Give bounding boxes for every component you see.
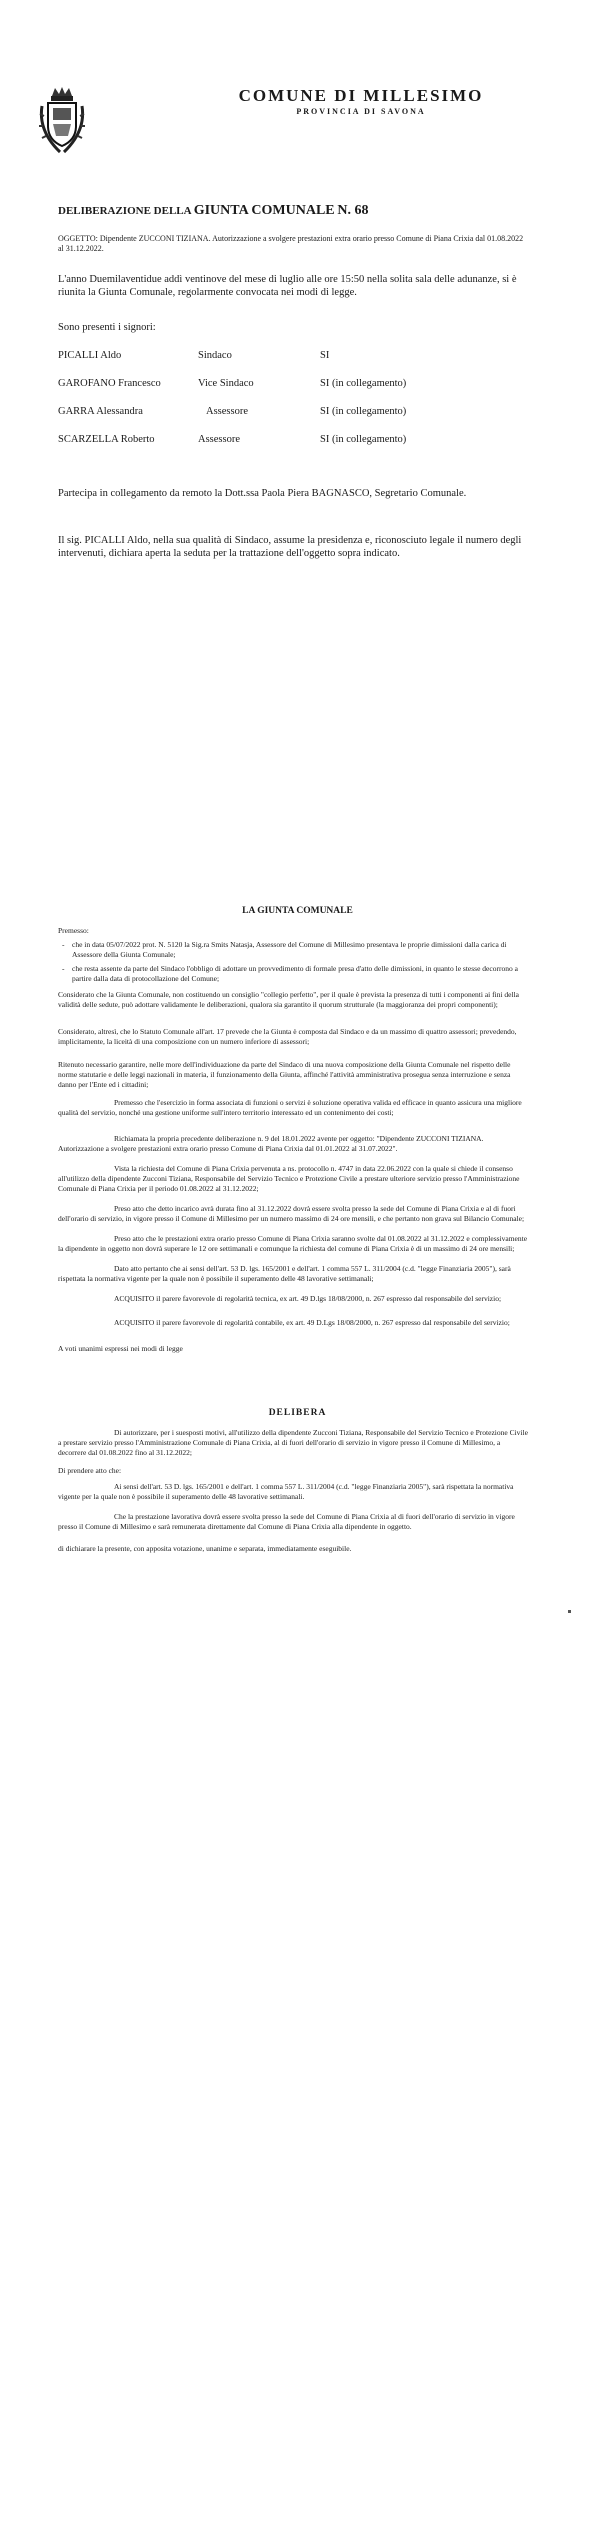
section-heading-giunta: LA GIUNTA COMUNALE <box>242 906 353 916</box>
municipal-coat-of-arms-icon <box>38 86 86 156</box>
attendee-name: SCARZELLA Roberto <box>58 434 155 445</box>
deliberation-number: N. 68 <box>337 203 369 218</box>
attendee-name: GARRA Alessandra <box>58 406 143 417</box>
parere-contabile-paragraph: ACQUISITO il parere favorevole di regolarità contabile, ex art. 49 D.Lgs 18/08/2000, n. 267 espresso dal responsabile del servizio; <box>114 1318 510 1327</box>
scan-mark <box>568 1610 571 1613</box>
secretary-paragraph: Partecipa in collegamento da remoto la Dott.ssa Paola Piera BAGNASCO, Segretario Comunale. <box>58 488 467 499</box>
richiamata-paragraph: Richiamata la propria precedente deliberazione n. 9 del 18.01.2022 avente per oggetto: "Dipendente ZUCCONI TIZIANA. Autorizzazione a svolgere prestazioni extra orario presso Comune di Piana Crixia dal 01.01.2022 al 31.07.2022". <box>58 1134 484 1153</box>
attendee-status: SI (in collegamento) <box>320 406 407 417</box>
premesso-associata-paragraph: Premesso che l'esercizio in forma associata di funzioni o servizi è soluzione operativa valida ed efficace in quanto assicura una migliore qualità del servizio, nonché una gestione uniforme sull'intero territorio interessato ed un contenimento dei costi; <box>58 1098 522 1117</box>
attendee-status: SI <box>320 350 330 361</box>
premesso-bullet: - che in data 05/07/2022 prot. N. 5120 la Sig.ra Smits Natasja, Assessore del Comune di Millesimo presentava le proprie dimissioni dalla carica di Assessore della Giunta Comunale; <box>72 940 528 960</box>
delibera-autorizza-paragraph: Di autorizzare, per i suesposti motivi, all'utilizzo della dipendente Zucconi Tiziana, Responsabile del Servizio Tecnico e Protezione Civile a prestare servizio presso l'Amministrazione Comunale di Piana Crixia, al di fuori dell'orario di servizio in vigore presso il Comune di Millesimo, a decorrere dal 01.08.2022 fino al 31.12.2022; <box>58 1428 528 1457</box>
considerato-paragraph: Considerato che la Giunta Comunale, non costituendo un consiglio "collegio perfetto", per il quale è prevista la presenza di tutti i componenti ai fini della validità delle sedute, può adottare validamente le deliberazioni, qualora sia garantito il quorum strutturale (la maggioranza dei propri componenti); <box>58 990 519 1009</box>
attendees-heading: Sono presenti i signori: <box>58 322 156 333</box>
parere-tecnico-paragraph: ACQUISITO il parere favorevole di regolarità tecnica, ex art. 49 D.lgs 18/08/2000, n. 267 espresso dal responsabile del servizio; <box>114 1294 502 1303</box>
premesso-label: Premesso: <box>58 926 89 935</box>
attendee-name: GAROFANO Francesco <box>58 378 161 389</box>
title-prefix: DELIBERAZIONE DELLA <box>58 205 191 217</box>
attendee-role: Vice Sindaco <box>198 378 254 389</box>
delibera-sede-paragraph: Che la prestazione lavorativa dovrà essere svolta presso la sede del Comune di Piana Crixia al di fuori dell'orario di servizio in vigore presso il Comune di Millesimo e sarà remunerata direttamente dal Comune di Piana Crixia alla dipendente in oggetto. <box>58 1512 515 1531</box>
delibera-normativa-paragraph: Ai sensi dell'art. 53 D. lgs. 165/2001 e dell'art. 1 comma 557 L. 311/2004 (c.d. "legge Finanziaria 2005"), sarà rispettata la normativa vigente per la quale non è possibile il superamento delle 48 lavorative settimanali. <box>58 1482 514 1501</box>
vista-paragraph: Vista la richiesta del Comune di Piana Crixia pervenuta a ns. protocollo n. 4747 in data 22.06.2022 con la quale si chiede il consenso all'utilizzo della dipendente Zucconi Tiziana, Responsabile del Servizio Tecnico e Protezione Civile a prestare ulteriore servizio presso l'Amministrazione Comunale di Piana Crixia per il periodo 01.08.2022 al 31.12.2022; <box>58 1164 520 1193</box>
dato-atto-paragraph: Dato atto pertanto che ai sensi dell'art. 53 D. lgs. 165/2001 e dell'art. 1 comma 557 L. 311/2004 (c.d. "legge Finanziaria 2005"), sarà rispettata la normativa vigente per la quale non è possibile il superamento delle 48 lavorative settimanali; <box>58 1264 511 1283</box>
section-heading-delibera: DELIBERA <box>268 1408 327 1418</box>
meeting-intro: L'anno Duemilaventidue addì ventinove del mese di luglio alle ore 15:50 nella solita sala delle adunanze, si è riunita la Giunta Comunale, regolarmente convocata nei modi di legge. <box>58 274 517 298</box>
attendee-status: SI (in collegamento) <box>320 378 407 389</box>
considerato-altresi-paragraph: Considerato, altresì, che lo Statuto Comunale all'art. 17 prevede che la Giunta è composta dal Sindaco e da un massimo di quattro assessori; prevedendo, implicitamente, la liceità di una composizione con un numero inferiore di assessori; <box>58 1027 517 1046</box>
attendee-role: Assessore <box>206 406 248 417</box>
subject-line: OGGETTO: Dipendente ZUCCONI TIZIANA. Autorizzazione a svolgere prestazioni extra orario presso Comune di Piana Crixia dal 01.08.2022 al 31.12.2022. <box>58 234 524 253</box>
attendee-role: Assessore <box>198 434 240 445</box>
deliberation-title <box>58 203 558 219</box>
premesso-bullet: - che resta assente da parte del Sindaco l'obbligo di adottare un provvedimento di formale presa d'atto delle dimissioni, in quanto le stesse decorrono a partire dalla data di protocollazione del Comune; <box>72 964 528 984</box>
attendee-status: SI (in collegamento) <box>320 434 407 445</box>
ritenuto-paragraph: Ritenuto necessario garantire, nelle more dell'individuazione da parte del Sindaco di una nuova composizione della Giunta Comunale nel rispetto delle norme statutarie e delle leggi nazionali in materia, il funzionamento della Giunta, affinché l'attività amministrativa prosegua senza interruzione e senza danno per l'Ente ed i cittadini; <box>58 1060 511 1089</box>
preso-atto-paragraph: Preso atto che detto incarico avrà durata fino al 31.12.2022 dovrà essere svolta presso la sede del Comune di Piana Crixia e al di fuori dell'orario di servizio, in vigore presso il Comune di Millesimo per un numero massimo di 24 ore mensili, e che pertanto non grava sul Bilancio Comunale; <box>58 1204 525 1223</box>
voti-line: A voti unanimi espressi nei modi di legge <box>58 1344 183 1353</box>
delibera-eseguibile-paragraph: di dichiarare la presente, con apposita votazione, unanime e separata, immediatamente eseguibile. <box>58 1544 352 1553</box>
delibera-prendere-atto: Di prendere atto che: <box>58 1466 122 1475</box>
attendee-role: Sindaco <box>198 350 232 361</box>
province-name: PROVINCIA DI SAVONA <box>296 107 426 116</box>
municipality-name: COMUNE DI MILLESIMO <box>238 86 484 105</box>
preso-atto-orario-paragraph: Preso atto che le prestazioni extra orario presso Comune di Piana Crixia saranno svolte dal 01.08.2022 al 31.12.2022 e complessivamente la dipendente in oggetto non dovrà superare le 12 ore settimanali e comunque la richiesta del comune di Piana Crixia è di un massimo di 24 ore mensili; <box>58 1234 528 1253</box>
attendee-name: PICALLI Aldo <box>58 350 122 361</box>
title-main: GIUNTA COMUNALE <box>193 203 335 218</box>
mayor-paragraph: Il sig. PICALLI Aldo, nella sua qualità di Sindaco, assume la presidenza e, riconosciuto legale il numero degli intervenuti, dichiara aperta la seduta per la trattazione dell'oggetto sopra indicato. <box>58 535 522 559</box>
